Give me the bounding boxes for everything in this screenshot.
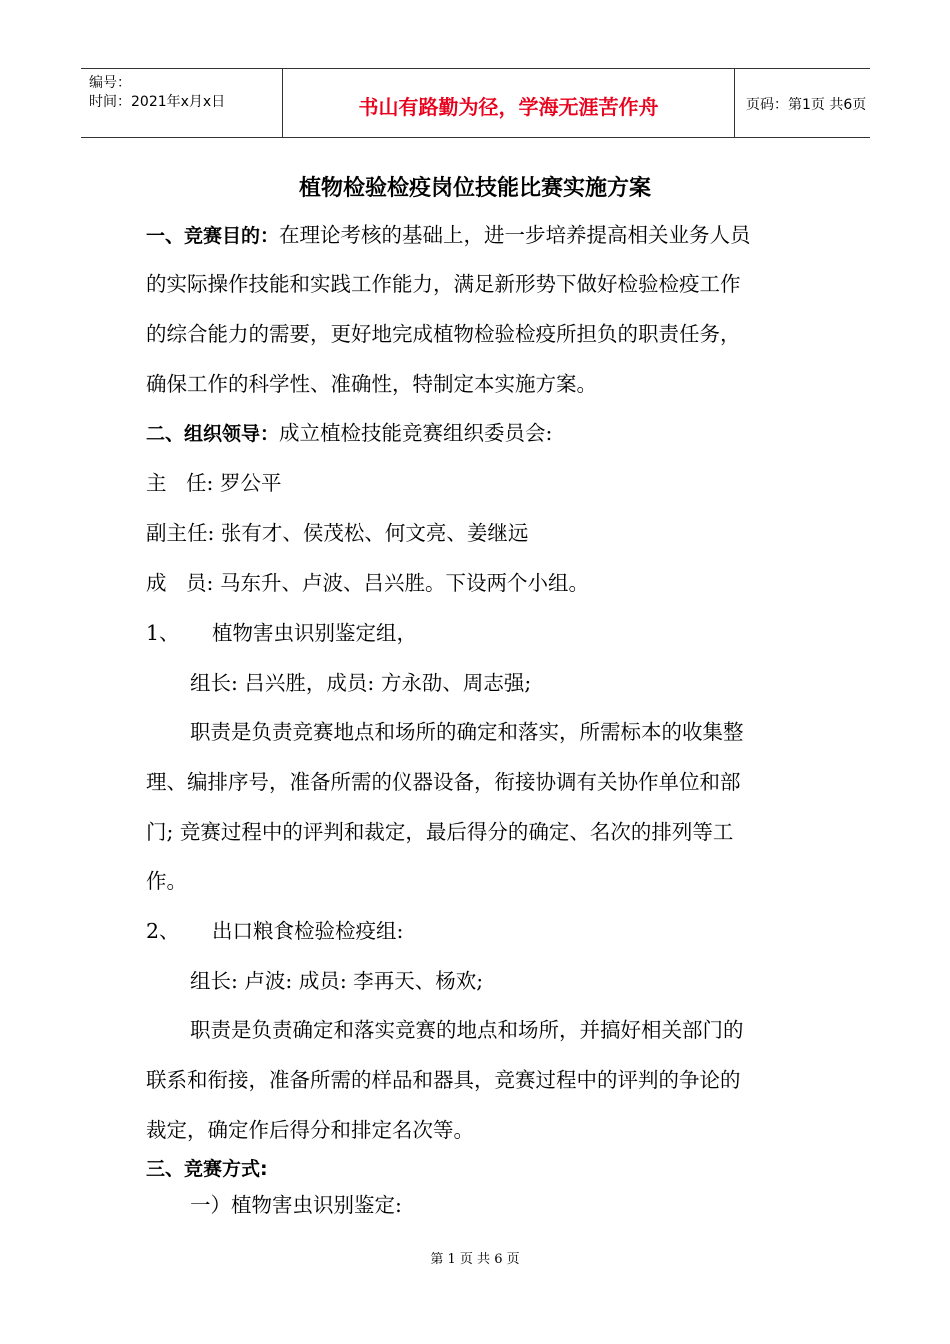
- header-info-cell: [81, 69, 282, 137]
- group1-duty-line: 作。: [146, 869, 187, 893]
- header-motto-cell: [282, 69, 735, 137]
- section1-line: 的综合能力的需要，更好地完成植物检验检疫所担负的职责任务，: [146, 322, 741, 346]
- page-header: [81, 68, 870, 138]
- section1-line: 的实际操作技能和实践工作能力，满足新形势下做好检验检疫工作: [146, 272, 741, 296]
- group2-duty-line: 职责是负责确定和落实竞赛的地点和场所，并搞好相关部门的: [190, 1018, 744, 1042]
- section2-first-line: [146, 423, 552, 444]
- director-line: 主 任: 罗公平: [146, 471, 282, 495]
- section1-line: 确保工作的科学性、准确性，特制定本实施方案。: [146, 372, 597, 396]
- header-page-cell: [734, 69, 870, 137]
- members-line: 成 员: 马东升、卢波、吕兴胜。下设两个小组。: [146, 571, 589, 595]
- document-title: 植物检验检疫岗位技能比赛实施方案: [298, 176, 651, 201]
- page-footer: 第 1 页 共 6 页: [430, 1252, 520, 1267]
- group1-duty-line: 理、编排序号，准备所需的仪器设备，衔接协调有关协作单位和部: [146, 770, 741, 794]
- section3-heading: 三、竞赛方式:: [146, 1158, 268, 1180]
- group2-duty-line: 联系和衔接，准备所需的样品和器具，竞赛过程中的评判的争论的: [146, 1068, 741, 1092]
- section1-line: 在理论考核的基础上，进一步培养提高相关业务人员: [279, 223, 751, 247]
- section1-heading: 一、竞赛目的：: [146, 225, 280, 247]
- group1-leader: 组长: 吕兴胜，成员: 方永劭、周志强;: [190, 671, 532, 695]
- header-motto: 书山有路勤为径，学海无涯苦作舟: [358, 95, 659, 119]
- group1-number: 1、: [146, 621, 180, 645]
- group1-duty-line: 门; 竞赛过程中的评判和裁定，最后得分的确定、名次的排列等工: [146, 820, 734, 844]
- deputy-director-line: 副主任: 张有才、侯茂松、何文亮、姜继远: [146, 521, 529, 545]
- section3-subheading: 一）植物害虫识别鉴定:: [190, 1193, 402, 1217]
- document-number-label: 编号：: [89, 75, 131, 91]
- group2-number: 2、: [146, 919, 180, 943]
- group2-leader: 组长: 卢波: 成员: 李再天、杨欢;: [190, 969, 484, 993]
- group2-title: 出口粮食检验检疫组:: [212, 919, 404, 943]
- header-page-info: 页码：第1页 共6页: [746, 97, 867, 113]
- group1-title: 植物害虫识别鉴定组，: [212, 621, 417, 645]
- group2-duty-line: 裁定，确定作后得分和排定名次等。: [146, 1118, 474, 1142]
- group1-duty-line: 职责是负责竞赛地点和场所的确定和落实，所需标本的收集整: [190, 720, 744, 744]
- section1-first-line: [146, 225, 751, 246]
- section2-text: 成立植检技能竞赛组织委员会:: [279, 421, 553, 445]
- section2-heading: 二、组织领导：: [146, 423, 280, 445]
- document-date-label: 时间：2021年x月x日: [89, 94, 226, 110]
